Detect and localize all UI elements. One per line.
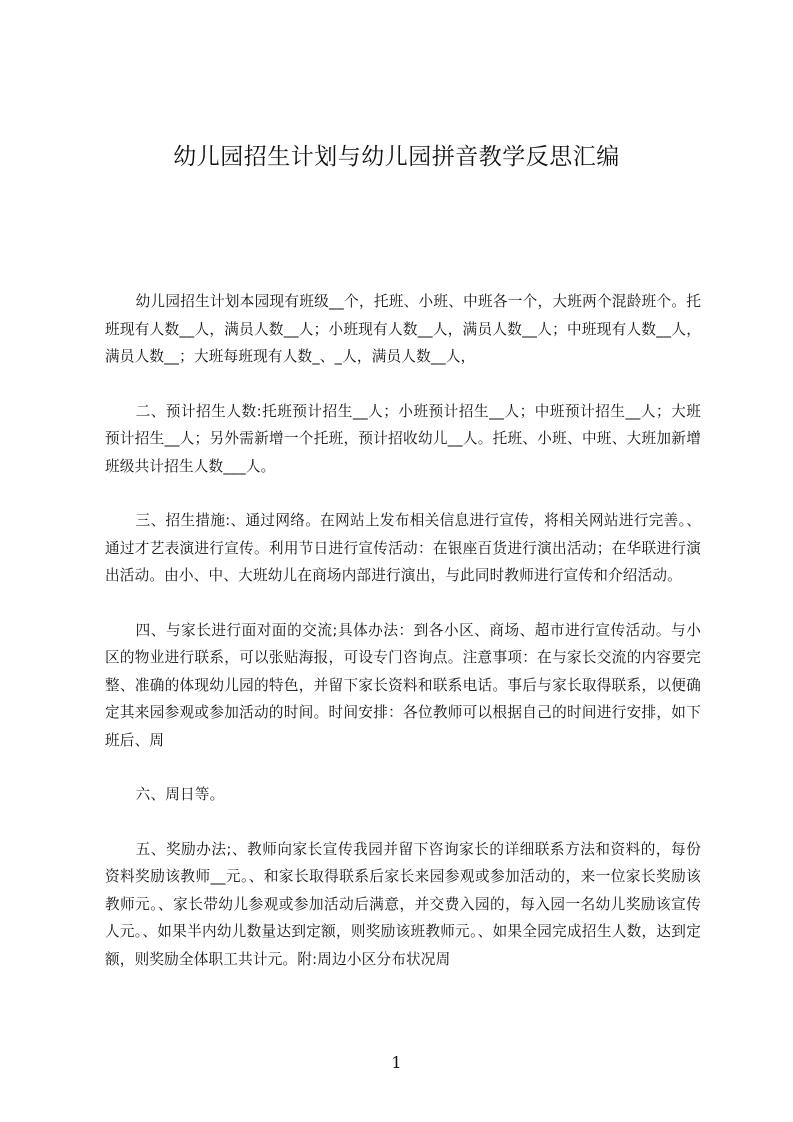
document-title: 幼儿园招生计划与幼儿园拼音教学反思汇编 [173,144,620,170]
paragraph-enrollment-measures: 三、招生措施:、通过网络。在网站上发布相关信息进行宣传，将相关网站进行完善。、通过才艺表演进行宣传。利用节日进行宣传活动：在银座百货进行演出活动；在华联进行演出活动。由小、中、大班幼儿在商场内部进行演出，与此同时教师进行宣传和介绍活动。 [105,512,701,584]
paragraph-reward-scheme: 五、奖励办法;、教师向家长宣传我园并留下咨询家长的详细联系方法和资料的，每份资料奖励该教师__元。、和家长取得联系后家长来园参观或参加活动的，来一位家长奖励该教师元。、家长带幼儿参观或参加活动后满意，并交费入园的，每入园一名幼儿奖励该宣传人元。、如果半内幼儿数量达到定额，则奖励该班教师元。、如果全园完成招生人数，达到定额，则奖励全体职工共计元。附:周边小区分布状况周 [105,840,701,968]
page-number: 1 [391,1053,402,1072]
paragraph-gap [105,480,701,507]
paragraph-gap [105,754,701,781]
paragraph-planned-enrollment: 二、预计招生人数:托班预计招生__人；小班预计招生__人；中班预计招生__人；大班预计招生__人；另外需新增一个托班，预计招收幼儿__人。托班、小班、中班、大班加新增班级共计招生人数___人。 [105,402,701,475]
document-body [105,288,701,973]
paragraph-gap [105,590,701,617]
paragraph-weekend: 六、周日等。 [135,786,225,803]
paragraph-gap [105,809,701,836]
paragraph-gap [105,371,701,398]
paragraph-parent-communication: 四、与家长进行面对面的交流;具体办法：到各小区、商场、超市进行宣传活动。与小区的物业进行联系，可以张贴海报，可设专门咨询点。注意事项：在与家长交流的内容要完整、准确的体现幼儿园的特色，并留下家长资料和联系电话。事后与家长取得联系，以便确定其来园参观或参加活动的时间。时间安排：各位教师可以根据自己的时间进行安排，如下班后、周 [105,621,701,749]
paragraph-enrollment-status: 幼儿园招生计划本园现有班级__个，托班、小班、中班各一个，大班两个混龄班个。托班现有人数__人，满员人数__人；小班现有人数__人，满员人数__人；中班现有人数__人，满员人数__；大班每班现有人数_、_人，满员人数__人， [105,293,701,365]
